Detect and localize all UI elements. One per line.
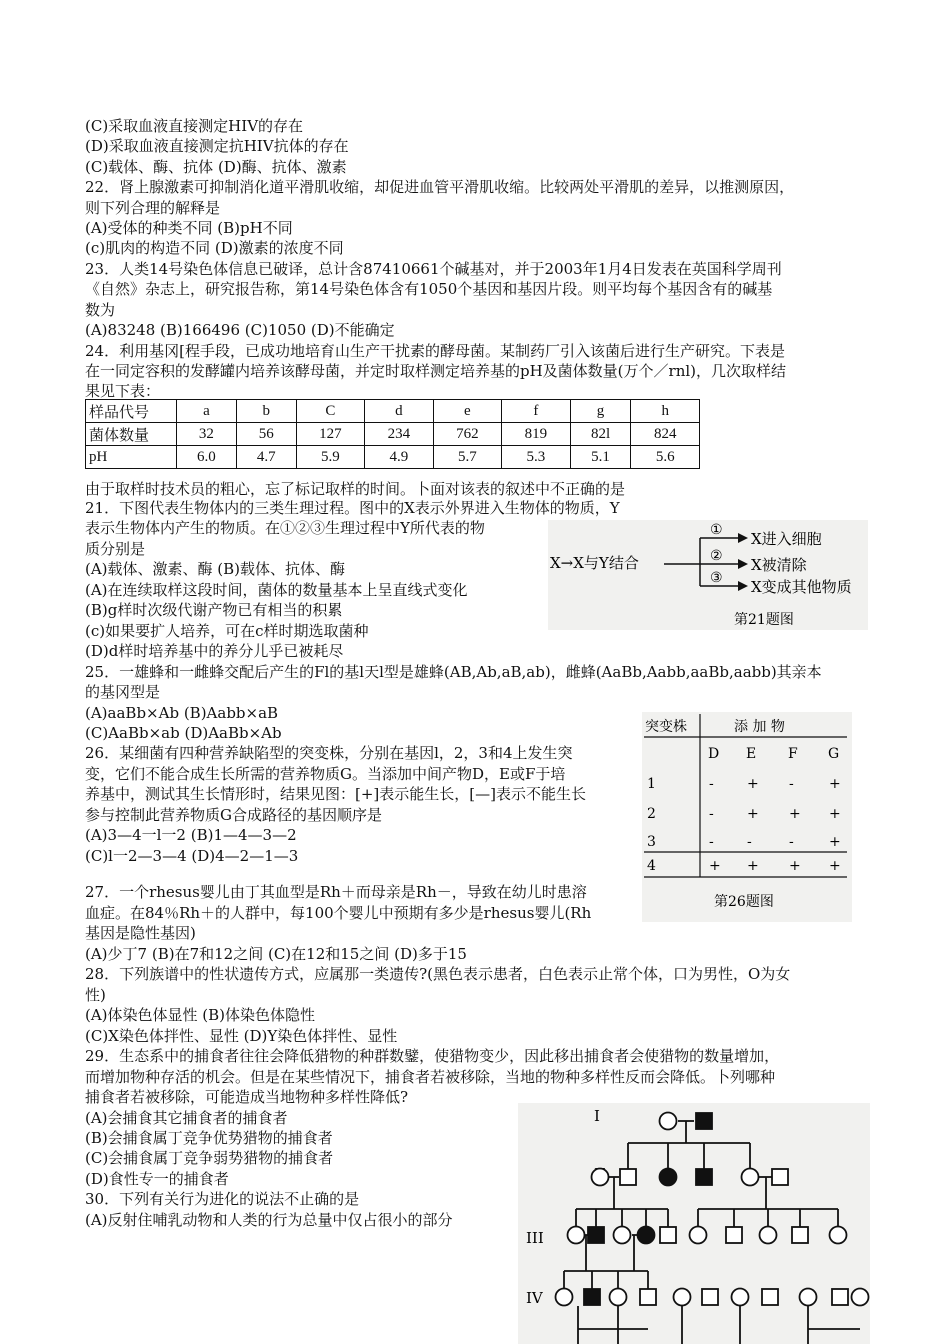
text-line: (A)载体、激素、酶 (B)载体、抗体、酶 xyxy=(85,560,346,578)
fig26-cell: + xyxy=(829,776,841,792)
fig21-item-1: X进入细胞 xyxy=(751,530,822,548)
text-line: (D)d样时培养基中的养分儿乎已被耗尽 xyxy=(85,642,344,660)
text-line: 25．一雄蜂和一雌蜂交配后产生的Fl的基l天l型是雄蜂(AB,Ab,aB,ab)，雌蜂(AaBb,Aabb,aaBb,aabb)其亲本 xyxy=(85,663,822,681)
text-line: 26．某细菌有四种营养缺陷型的突变株，分别在基因l，2，3和4上发生突 xyxy=(85,744,573,762)
fig21-num-1: ① xyxy=(710,522,723,538)
sample-table xyxy=(85,399,700,469)
fig26-row-id: 3 xyxy=(647,834,656,850)
fig26-cell: + xyxy=(829,834,841,850)
table-row xyxy=(86,446,700,469)
text-line: (C)会捕食属丁竞争弱势猎物的捕食者 xyxy=(85,1149,334,1167)
text-line: (A)在连续取样这段时间，菌体的数量基本上呈直线式变化 xyxy=(85,581,468,599)
table-cell: 824 xyxy=(631,423,700,446)
table-cell: h xyxy=(631,400,700,423)
table-cell: a xyxy=(177,400,237,423)
table-cell: d xyxy=(365,400,434,423)
text-line: (B)会捕食属丁竞争优势猎物的捕食者 xyxy=(85,1129,333,1147)
pedigree-male-affected xyxy=(588,1227,604,1243)
text-line: 参与控制此营养物质G合成路径的基因顺序是 xyxy=(85,806,382,824)
pedigree-female xyxy=(690,1227,707,1244)
table-cell: 5.1 xyxy=(570,446,631,469)
table-cell: 234 xyxy=(365,423,434,446)
fig26-cell: + xyxy=(747,858,759,874)
text-line: (C)X染色体拌性、显性 (D)Y染色体拌性、显性 xyxy=(85,1027,398,1045)
text-line: (D)食性专一的捕食者 xyxy=(85,1170,229,1188)
pedigree-female xyxy=(556,1289,573,1306)
pedigree-female xyxy=(660,1113,677,1130)
table-cell: 菌体数量 xyxy=(86,423,177,446)
text-line: (A)3—4一l一2 (B)1—4—3—2 xyxy=(85,826,297,844)
table-cell: 82l xyxy=(570,423,631,446)
fig26-cell: + xyxy=(789,858,801,874)
fig26-row-id: 4 xyxy=(647,858,656,874)
table-cell: 5.3 xyxy=(502,446,571,469)
pedigree-female xyxy=(568,1227,585,1244)
pedigree-male-affected xyxy=(584,1289,600,1305)
text-line: (A)会捕食其它捕食者的捕食者 xyxy=(85,1109,288,1127)
fig26-caption: 第26题图 xyxy=(714,894,774,910)
table-cell: 762 xyxy=(433,423,502,446)
table-cell: pH xyxy=(86,446,177,469)
pedigree-male xyxy=(640,1289,656,1305)
pedigree-male-affected xyxy=(696,1169,712,1185)
gen-label-4: IV xyxy=(526,1289,543,1307)
fig26-header-mutant: 突变株 xyxy=(645,719,687,735)
table-cell: 4.7 xyxy=(236,446,296,469)
text-line: (A)aaBb×Ab (B)Aabb×aB xyxy=(85,704,279,722)
fig26-cell: + xyxy=(789,806,801,822)
pedigree-female xyxy=(592,1169,609,1186)
fig26-header-additive: 添 加 物 xyxy=(734,719,785,735)
text-line: (A)受体的种类不同 (B)pH不同 xyxy=(85,219,293,237)
pedigree-male xyxy=(762,1289,778,1305)
text-line: 表示生物体内产生的物质。在①②③生理过程中Y所代表的物 xyxy=(85,519,485,537)
text-line: (A)体染色体显性 (B)体染色体隐性 xyxy=(85,1006,316,1024)
text-line: (C)采取血液直接测定HIV的存在 xyxy=(85,117,304,135)
table-cell: 127 xyxy=(296,423,365,446)
fig21-item-3: X变成其他物质 xyxy=(751,578,852,596)
text-line: (B)g样时次级代谢产物已有相当的积累 xyxy=(85,601,343,619)
fig26-col-label: F xyxy=(788,746,798,762)
fig26-cell: - xyxy=(789,834,794,850)
text-line: 血症。在84％Rh＋的人群中，每100个婴儿中预期有多少是rhesus婴儿(Rh xyxy=(85,904,592,922)
pedigree-female xyxy=(830,1227,847,1244)
text-line: (C)AaBb×ab (D)AaBb×Ab xyxy=(85,724,282,742)
pedigree-male-affected xyxy=(696,1113,712,1129)
text-line: 性) xyxy=(85,986,106,1004)
text-line: 而增加物种存活的机会。但是在某些情况下，捕食者若被移除，当地的物种多样性反而会降低。卜列哪种 xyxy=(85,1068,776,1086)
text-line: 捕食者若被移除，可能造成当地物种多样性降低? xyxy=(85,1088,409,1106)
fig26-cell: - xyxy=(709,806,714,822)
fig21-num-3: ③ xyxy=(710,570,723,586)
fig21-left-label: X→X与Y结合 xyxy=(550,554,639,572)
pedigree-female-affected xyxy=(660,1169,677,1186)
text-line: 21．下图代表生物体内的三类生理过程。图中的X表示外界进入生物体的物质，Y xyxy=(85,499,620,517)
text-line: 则下列合理的解释是 xyxy=(85,199,221,217)
pedigree-male xyxy=(620,1169,636,1185)
fig26-col-label: G xyxy=(828,746,840,762)
pedigree-female xyxy=(760,1227,777,1244)
fig26-cell: - xyxy=(709,776,714,792)
table-row xyxy=(86,400,700,423)
fig26-col-label: D xyxy=(708,746,720,762)
table-cell: 5.6 xyxy=(631,446,700,469)
figure-28-pedigree xyxy=(518,1103,870,1344)
gen-label-3: III xyxy=(526,1229,544,1247)
table-cell: b xyxy=(236,400,296,423)
text-line: (D)采取血液直接测定抗HIV抗体的存在 xyxy=(85,137,349,155)
fig26-cell: + xyxy=(709,858,721,874)
table-cell: 819 xyxy=(502,423,571,446)
pedigree-female xyxy=(742,1169,759,1186)
table-cell: C xyxy=(296,400,365,423)
text-line: 在一同定容积的发酵罐内培养该酵母菌，并定时取样测定培养基的pH及菌体数量(万个／rnl)，几次取样结 xyxy=(85,362,787,380)
table-cell: 5.7 xyxy=(433,446,502,469)
fig21-item-2: X被清除 xyxy=(751,556,807,574)
table-cell: 5.9 xyxy=(296,446,365,469)
table-row xyxy=(86,423,700,446)
text-line: 28．下列族谱中的性状遗传方式，应属那一类遗传?(黑色表示患者，白色表示止常个体，口为男性，O为女 xyxy=(85,965,791,983)
pedigree-female xyxy=(800,1289,817,1306)
text-line: (C)载体、酶、抗体 (D)酶、抗体、激素 xyxy=(85,158,347,176)
text-line: (c)肌肉的构造不同 (D)激素的浓度不同 xyxy=(85,239,344,257)
table-cell: f xyxy=(502,400,571,423)
fig26-row-id: 2 xyxy=(647,806,656,822)
fig26-cell: + xyxy=(747,776,759,792)
text-line: (C)l一2—3—4 (D)4—2—1—3 xyxy=(85,847,299,865)
pedigree-female xyxy=(852,1289,869,1306)
table-cell: 样品代号 xyxy=(86,400,177,423)
text-line: 23．人类14号染色体信息已破译，总计含87410661个碱基对，并于2003年1月4日发表在英国科学周刊 xyxy=(85,260,782,278)
text-line: (A)少丁7 (B)在7和12之间 (C)在12和15之间 (D)多于15 xyxy=(85,945,467,963)
text-line: (A)83248 (B)166496 (C)1050 (D)不能确定 xyxy=(85,321,395,339)
fig26-cell: + xyxy=(829,858,841,874)
table-cell: 6.0 xyxy=(177,446,237,469)
fig26-col-label: E xyxy=(746,746,757,762)
gen-label-1: I xyxy=(594,1107,600,1125)
pedigree-female xyxy=(614,1227,631,1244)
text-line: 质分别是 xyxy=(85,540,146,558)
text-line: 22．肾上腺激素可抑制消化道平滑肌收缩，却促进血管平滑肌收缩。比较两处平滑肌的差异，以推测原因， xyxy=(85,178,795,196)
fig26-cell: - xyxy=(709,834,714,850)
pedigree-female xyxy=(674,1289,691,1306)
pedigree-female-affected xyxy=(638,1227,655,1244)
fig26-cell: - xyxy=(747,834,752,850)
text-line: 由于取样时技术员的粗心，忘了标记取样的时间。卜面对该表的叙述中不正确的是 xyxy=(85,480,626,498)
text-line: 数为 xyxy=(85,301,116,319)
fig21-num-2: ② xyxy=(710,548,723,564)
table-cell: g xyxy=(570,400,631,423)
table-cell: 4.9 xyxy=(365,446,434,469)
text-line: 30．下列有关行为进化的说法不止确的是 xyxy=(85,1190,360,1208)
pedigree-male xyxy=(660,1227,676,1243)
text-line: 果见下表： xyxy=(85,382,161,400)
fig26-cell: + xyxy=(829,806,841,822)
pedigree-male xyxy=(832,1289,848,1305)
pedigree-male xyxy=(702,1289,718,1305)
table-cell: 32 xyxy=(177,423,237,446)
fig26-row-id: 1 xyxy=(647,776,656,792)
text-line: (A)反射住哺乳动物和人类的行为总量中仅占很小的部分 xyxy=(85,1211,453,1229)
table-cell: 56 xyxy=(236,423,296,446)
text-line: 的基冈型是 xyxy=(85,683,161,701)
table-cell: e xyxy=(433,400,502,423)
text-line: 《自然》杂志上，研究报告称，第14号染色体含有1050个基因和基因片段。则平均每个基因含有的碱基 xyxy=(85,280,773,298)
fig21-caption: 第21题图 xyxy=(734,612,794,628)
text-line: 基因是隐性基因) xyxy=(85,924,196,942)
pedigree-male xyxy=(726,1227,742,1243)
text-line: 29．生态系中的捕食者往往会降低猎物的种群数鐾，使猎物变少，因此移出捕食者会使猎物的数量增加， xyxy=(85,1047,780,1065)
text-line: 24．利用基冈[程手段，已成功地培育山生产干扰素的酵母菌。某制药厂引入该菌后进行生产研究。下表是 xyxy=(85,342,785,360)
text-line: 27．一个rhesus婴儿由丁其血型是Rh＋而母亲是Rh－，导致在幼儿时患溶 xyxy=(85,883,587,901)
fig26-cell: + xyxy=(747,806,759,822)
figure-21 xyxy=(548,520,868,630)
pedigree-female xyxy=(610,1289,627,1306)
figure-26 xyxy=(642,712,852,922)
fig26-cell: - xyxy=(789,776,794,792)
pedigree-male xyxy=(772,1169,788,1185)
text-line: 变，它们不能合成生长所需的营养物质G。当添加中间产物D，E或F于培 xyxy=(85,765,566,783)
pedigree-male xyxy=(792,1227,808,1243)
text-line: (c)如果要扩人培养，可在c样时期选取菌种 xyxy=(85,622,369,640)
pedigree-female xyxy=(732,1289,749,1306)
text-line: 养基中，测试其生长情形时，结果见图：[+]表示能生长，[—]表示不能生长 xyxy=(85,785,586,803)
